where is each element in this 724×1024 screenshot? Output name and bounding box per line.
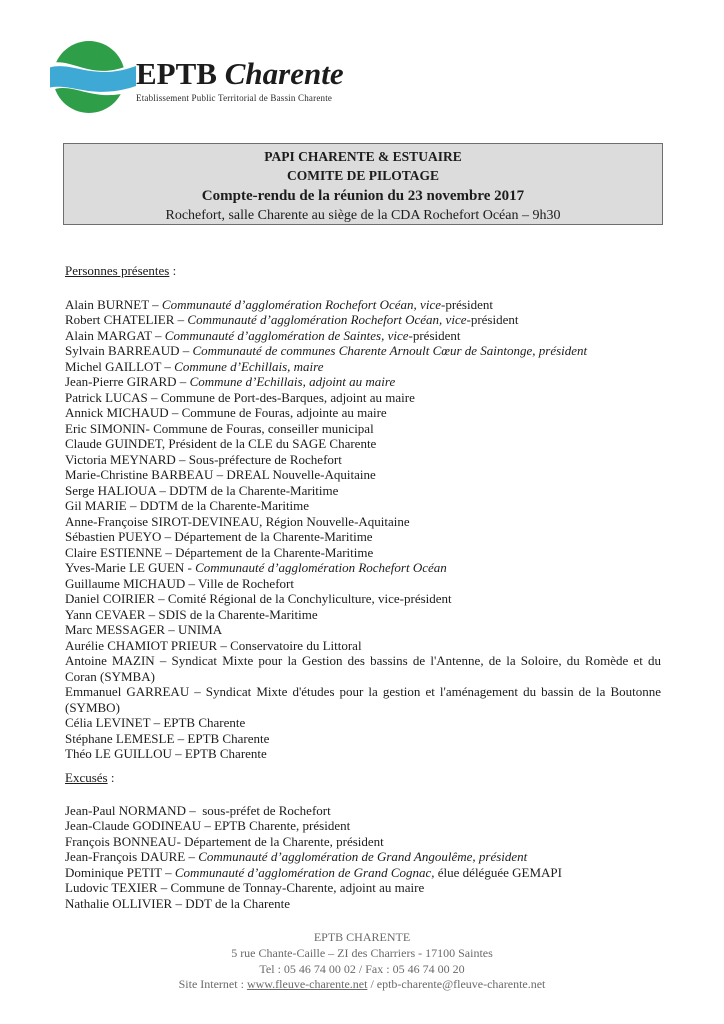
attendee-line: Stéphane LEMESLE – EPTB Charente	[65, 730, 270, 746]
logo-name	[136, 57, 344, 91]
footer-phone-fax: Tel : 05 46 74 00 02 / Fax : 05 46 74 00 20	[259, 961, 465, 976]
attendee-line: Marc MESSAGER – UNIMA	[65, 622, 223, 637]
attendee-line: Dominique PETIT – Communauté d’agglomération de Grand Cognac, élue déléguée GEMAPI	[65, 864, 562, 880]
title-line-1: PAPI CHARENTE & ESTUAIRE	[264, 149, 462, 164]
attendee-line: Anne-Françoise SIROT-DEVINEAU, Région Nouvelle-Aquitaine	[65, 513, 410, 529]
footer-website-line	[0, 977, 724, 993]
section-excused	[65, 770, 661, 911]
section-present-heading	[65, 263, 661, 279]
globe-wave-icon	[50, 39, 136, 115]
section-excused-heading	[65, 770, 661, 786]
logo-text	[136, 57, 344, 104]
logo-tagline: Etablissement Public Territorial de Bassin Charente	[136, 93, 333, 103]
attendee-line: Michel GAILLOT – Commune d’Echillais, maire	[65, 358, 324, 374]
attendee-line: Jean-Claude GODINEAU – EPTB Charente, président	[65, 818, 351, 833]
eptb-logo	[50, 39, 136, 115]
present-list	[65, 297, 661, 762]
logo-name-bold: EPTB	[136, 56, 217, 91]
attendee-line: Claire ESTIENNE – Département de la Charente-Maritime	[65, 544, 374, 560]
attendee-line: Nathalie OLLIVIER – DDT de la Charente	[65, 895, 291, 911]
attendee-line: Emmanuel GARREAU – Syndicat Mixte d'études pour la gestion et l'aménagement du bassin de la Boutonne (SYMBO)	[65, 684, 661, 715]
section-excused-heading-text: Excusés	[65, 770, 108, 785]
attendee-line: Célia LEVINET – EPTB Charente	[65, 715, 246, 730]
attendee-line: Jean-François DAURE – Communauté d’agglomération de Grand Angoulême, président	[65, 849, 528, 864]
attendee-line: Jean-Paul NORMAND – sous-préfet de Rochefort	[65, 802, 331, 818]
section-present-heading-text: Personnes présentes	[65, 263, 170, 278]
footer-address: 5 rue Chante-Caille – ZI des Charriers - 17100 Saintes	[231, 945, 493, 960]
attendee-line: Gil MARIE – DDTM de la Charente-Maritime	[65, 498, 310, 513]
attendee-line: Jean-Pierre GIRARD – Commune d’Echillais, adjoint au maire	[65, 374, 396, 389]
page-footer	[0, 930, 724, 993]
website-link[interactable]: www.fleuve-charente.net	[246, 977, 368, 992]
section-excused-heading-colon: :	[107, 770, 115, 785]
attendee-line: Sébastien PUEYO – Département de la Charente-Maritime	[65, 529, 373, 544]
attendee-line: Annick MICHAUD – Commune de Fouras, adjointe au maire	[65, 405, 387, 420]
attendee-line: François BONNEAU- Département de la Charente, président	[65, 833, 384, 849]
attendee-line: Théo LE GUILLOU – EPTB Charente	[65, 746, 267, 761]
attendee-line: Claude GUINDET, Président de la CLE du SAGE Charente	[65, 436, 377, 451]
attendee-line: Serge HALIOUA – DDTM de la Charente-Maritime	[65, 482, 339, 498]
attendee-line: Eric SIMONIN- Commune de Fouras, conseiller municipal	[65, 420, 374, 436]
title-line-4: Rochefort, salle Charente au siège de la CDA Rochefort Océan – 9h30	[165, 208, 561, 223]
attendee-line: Aurélie CHAMIOT PRIEUR – Conservatoire du Littoral	[65, 637, 362, 653]
section-present-heading-colon: :	[169, 263, 177, 278]
excused-list	[65, 803, 661, 912]
attendee-line: Alain MARGAT – Communauté d’agglomération de Saintes, vice-président	[65, 327, 461, 343]
attendee-line: Yann CEVAER – SDIS de la Charente-Maritime	[65, 606, 318, 622]
section-present	[65, 263, 661, 762]
attendee-line: Patrick LUCAS – Commune de Port-des-Barques, adjoint au maire	[65, 389, 415, 405]
attendee-line: Alain BURNET – Communauté d’agglomération Rochefort Océan, vice-président	[65, 296, 493, 312]
attendee-line: Yves-Marie LE GUEN - Communauté d’agglomération Rochefort Océan	[65, 560, 447, 575]
footer-email: / eptb-charente@fleuve-charente.net	[367, 977, 546, 992]
attendee-line: Victoria MEYNARD – Sous-préfecture de Rochefort	[65, 451, 342, 467]
attendee-line: Marie-Christine BARBEAU – DREAL Nouvelle-Aquitaine	[65, 467, 376, 482]
attendee-line: Antoine MAZIN – Syndicat Mixte pour la Gestion des bassins de l'Antenne, de la Soloire, du Romède et du Coran (SYMBA)	[65, 653, 661, 684]
logo-name-italic: Charente	[224, 56, 344, 91]
attendee-line: Sylvain BARREAUD – Communauté de communes Charente Arnoult Cœur de Saintonge, président	[65, 343, 588, 358]
attendee-line: Ludovic TEXIER – Commune de Tonnay-Charente, adjoint au maire	[65, 880, 425, 895]
title-line-3: Compte-rendu de la réunion du 23 novembre 2017	[201, 188, 525, 204]
footer-org-name: EPTB CHARENTE	[313, 930, 411, 944]
attendee-line: Daniel COIRIER – Comité Régional de la Conchyliculture, vice-président	[65, 591, 452, 606]
attendee-line: Robert CHATELIER – Communauté d’agglomération Rochefort Océan, vice-président	[65, 312, 519, 327]
title-box	[63, 143, 663, 225]
title-line-2: COMITE DE PILOTAGE	[286, 168, 440, 183]
footer-website-label: Site Internet :	[178, 977, 247, 992]
attendee-line: Guillaume MICHAUD – Ville de Rochefort	[65, 575, 294, 591]
